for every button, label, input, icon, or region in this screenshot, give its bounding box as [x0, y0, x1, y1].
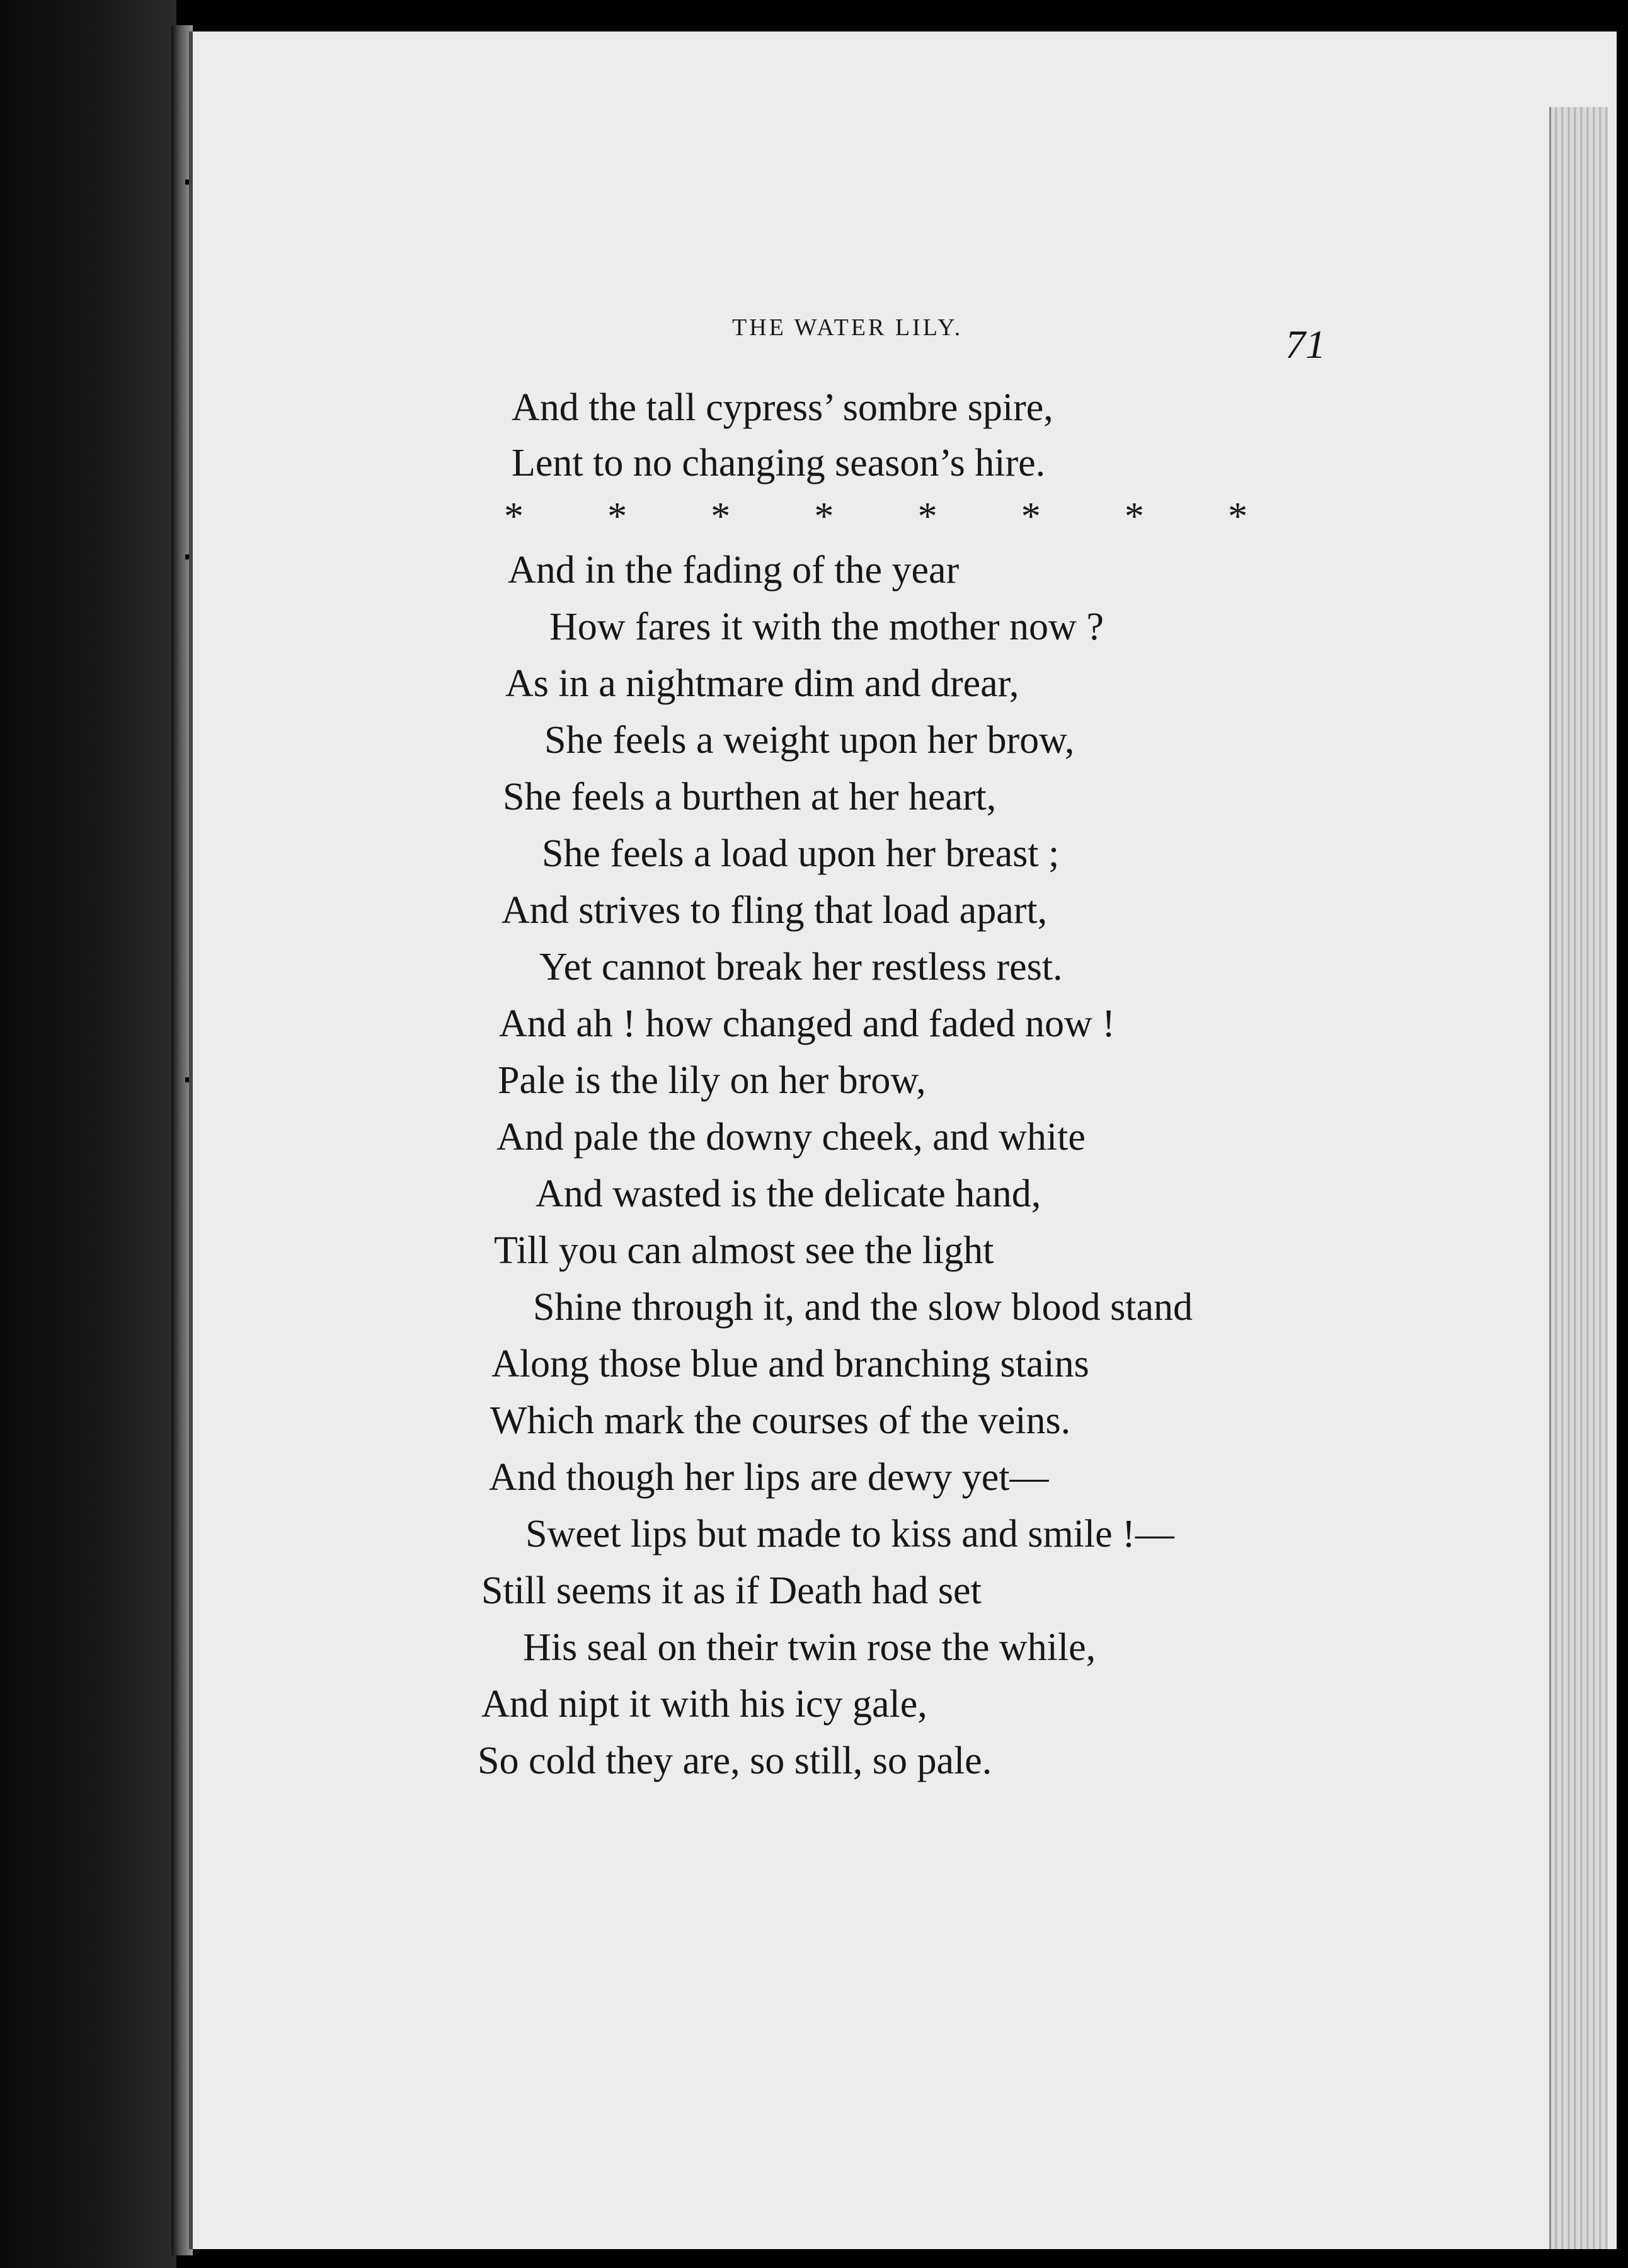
asterisk: * — [814, 495, 834, 538]
poem-line: She feels a burthen at her heart, — [503, 776, 997, 818]
poem-line: Yet cannot break her restless rest. — [539, 946, 1063, 988]
asterisk: * — [917, 495, 937, 538]
page-number: 71 — [1285, 322, 1326, 367]
poem-line: And the tall cypress’ sombre spire, — [512, 386, 1053, 429]
poem-line: Along those blue and branching stains — [491, 1343, 1089, 1385]
poem-line: And nipt it with his icy gale, — [481, 1683, 927, 1726]
poem-line: How fares it with the mother now ? — [549, 605, 1104, 648]
poem-line: Sweet lips but made to kiss and smile !— — [525, 1513, 1174, 1555]
asterisk: * — [1124, 495, 1144, 538]
section-break — [504, 495, 1247, 539]
asterisk: * — [711, 495, 731, 538]
asterisk: * — [1227, 495, 1247, 538]
asterisk: * — [504, 495, 524, 538]
poem-line: And wasted is the delicate hand, — [536, 1172, 1041, 1215]
poem-line: Lent to no changing season’s hire. — [512, 442, 1046, 484]
poem-line: She feels a load upon her breast ; — [542, 832, 1060, 875]
running-title: THE WATER LILY. — [732, 314, 963, 341]
asterisk: * — [607, 495, 628, 538]
poem-line: So cold they are, so still, so pale. — [478, 1739, 992, 1782]
poem-line: Shine through it, and the slow blood stand — [533, 1286, 1193, 1329]
poem-line: Still seems it as if Death had set — [481, 1569, 982, 1612]
asterisk: * — [1021, 495, 1041, 538]
poem-line: Till you can almost see the light — [494, 1229, 994, 1272]
poem-line: Which mark the courses of the veins. — [490, 1399, 1071, 1442]
poem-line: His seal on their twin rose the while, — [523, 1626, 1096, 1669]
poem-line: As in a nightmare dim and drear, — [505, 662, 1019, 705]
poem-line: And strives to fling that load apart, — [502, 889, 1048, 932]
poem-line: And though her lips are dewy yet— — [489, 1456, 1049, 1499]
poem-line: And ah ! how changed and faded now ! — [499, 1002, 1115, 1045]
poem-line: And pale the downy cheek, and white — [496, 1116, 1086, 1159]
poem-line: Pale is the lily on her brow, — [498, 1059, 926, 1102]
poem-line: And in the fading of the year — [508, 549, 960, 592]
poem-line: She feels a weight upon her brow, — [544, 719, 1075, 762]
